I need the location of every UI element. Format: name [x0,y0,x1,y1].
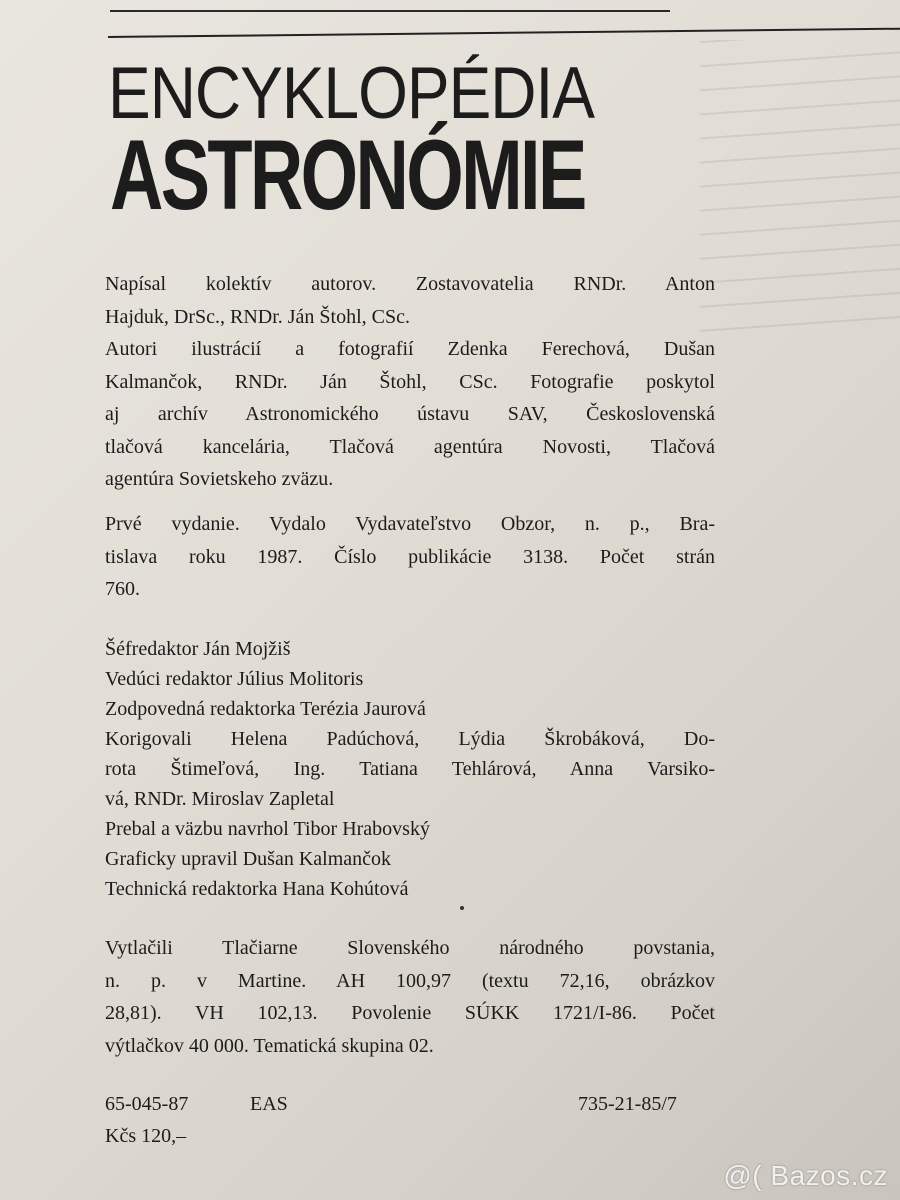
ink-speck [460,906,464,910]
printing-paragraph [105,932,715,1062]
publication-code: 65-045-87 [105,1093,189,1115]
credits-line: rota Štimeľová, Ing. Tatiana Tehlárová, Anna Varsiko- [105,758,715,780]
printing-line: 28,81). VH 102,13. Povolenie SÚKK 1721/I-86. Počet [105,1002,715,1024]
credits-line: Zodpovedná redaktorka Terézia Jaurová [105,698,426,720]
book-title-line2: ASTRONÓMIE [110,119,585,231]
credits-line: Prebal a väzbu navrhol Tibor Hrabovský [105,818,430,840]
credits-line: Šéfredaktor Ján Mojžiš [105,638,291,660]
credits-line: vá, RNDr. Miroslav Zapletal [105,788,335,810]
authors-line: Kalmančok, RNDr. Ján Štohl, CSc. Fotografie poskytol [105,370,715,393]
edition-paragraph [105,508,715,606]
book-title-line1: ENCYKLOPÉDIA [108,51,594,134]
authors-paragraph [105,268,715,496]
edition-line: Prvé vydanie. Vydalo Vydavateľstvo Obzor, n. p., Bra- [105,513,715,535]
eas-code: EAS [250,1093,288,1115]
printing-line: n. p. v Martine. AH 100,97 (textu 72,16, obrázkov [105,969,715,992]
credits-line: Korigovali Helena Padúchová, Lýdia Škrobáková, Do- [105,728,715,750]
catalog-number: 735-21-85/7 [578,1093,677,1115]
show-through-text [700,40,900,340]
bazos-watermark: @( Bazos.cz [723,1160,888,1191]
edition-line: 760. [105,578,140,600]
credits-paragraph [105,634,715,904]
credits-line: Graficky upravil Dušan Kalmančok [105,848,392,870]
authors-line: tlačová kancelária, Tlačová agentúra Novosti, Tlačová [105,435,715,458]
price: Kčs 120,– [105,1125,187,1147]
printing-line: Vytlačili Tlačiarne Slovenského národného povstania, [105,937,715,959]
title-rule [108,28,900,38]
top-rule [110,0,670,12]
authors-line: agentúra Sovietskeho zväzu. [105,468,334,490]
authors-line: Autori ilustrácií a fotografií Zdenka Ferechová, Dušan [105,338,715,360]
authors-line: Napísal kolektív autorov. Zostavovatelia RNDr. Anton [105,273,715,295]
authors-line: Hajduk, DrSc., RNDr. Ján Štohl, CSc. [105,305,410,328]
authors-line: aj archív Astronomického ústavu SAV, Československá [105,403,715,425]
catalog-codes [105,1088,725,1152]
printing-line: výtlačkov 40 000. Tematická skupina 02. [105,1034,434,1057]
credits-line: Technická redaktorka Hana Kohútová [105,878,409,900]
credits-line: Vedúci redaktor Július Molitoris [105,668,364,690]
edition-line: tislava roku 1987. Číslo publikácie 3138. Počet strán [105,545,715,568]
